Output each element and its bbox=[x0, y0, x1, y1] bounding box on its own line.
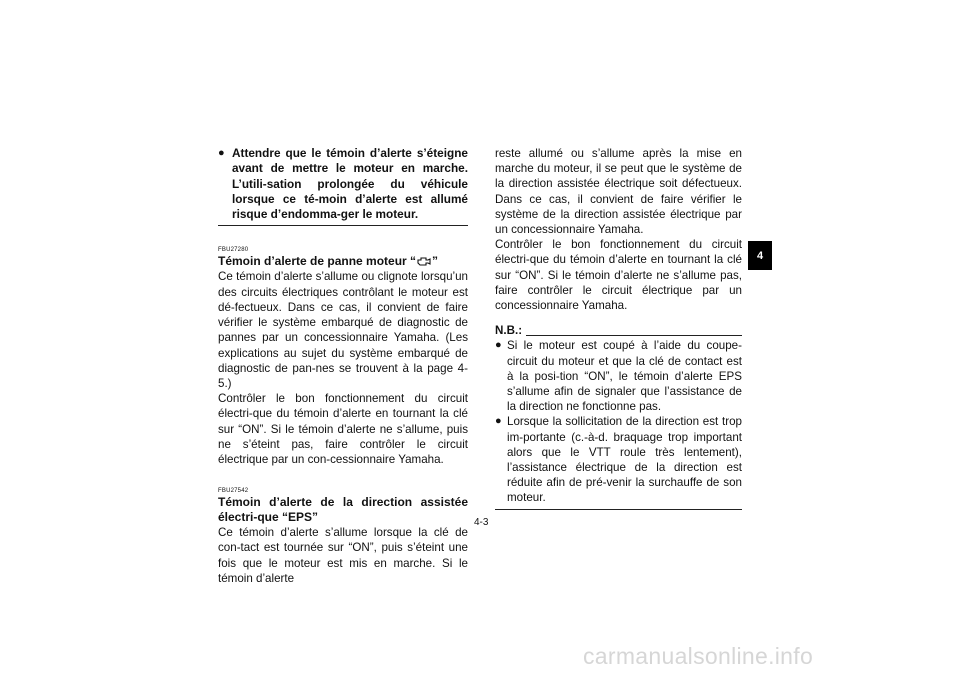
list-item-text: Si le moteur est coupé à l’aide du coupe-circuit du moteur et que la clé de contact est à la posi-tion “ON”, le témoin d’alerte EPS s’allume afin de signaler que l’assistance de la direction ne fonctionne pas. bbox=[507, 339, 742, 414]
section-heading-engine bbox=[218, 254, 468, 269]
divider bbox=[218, 225, 468, 226]
warning-text: Attendre que le témoin d’alerte s’éteigne avant de mettre le moteur en marche. L’utili-sation prolongée du véhicule lorsque ce té-moin d’alerte est allumé risque d’endomma-ger le moteur. bbox=[232, 146, 468, 222]
note-header bbox=[495, 323, 742, 338]
note-rule bbox=[526, 335, 742, 336]
warning-note bbox=[218, 146, 468, 222]
heading-text: Témoin d’alerte de panne moteur “ bbox=[218, 254, 417, 269]
bullet-icon: ● bbox=[495, 339, 502, 352]
section-code: FBU27542 bbox=[218, 488, 249, 495]
paragraph: Contrôler le bon fonctionnement du circuit électri-que du témoin d’alerte en tournant la clé sur “ON”. Si le témoin d’alerte ne s’allume pas, faire contrôler le circuit électrique par un concessionnaire Yamaha. bbox=[495, 238, 742, 313]
paragraph: reste allumé ou s’allume après la mise en marche du moteur, il se peut que le système de la direction assistée électrique soit défectueux. Dans ce cas, il convient de faire vérifier le système de la direction assistée électrique par un concessionnaire Yamaha. bbox=[495, 147, 742, 237]
chapter-tab: 4 bbox=[748, 241, 772, 270]
section-code: FBU27280 bbox=[218, 247, 249, 254]
list-item bbox=[495, 414, 742, 505]
note-label: N.B.: bbox=[495, 324, 523, 338]
engine-icon bbox=[416, 255, 432, 265]
right-column bbox=[495, 146, 742, 510]
heading-text-end: ” bbox=[432, 254, 439, 269]
bullet-icon: ● bbox=[218, 147, 225, 159]
list-item-text: Lorsque la sollicitation de la direction est trop im-portante (c.-à-d. braquage trop important alors que le VTT roule très lentement), l’assistance électrique de la direction est réduite afin de pré-venir la surchauffe de son moteur. bbox=[507, 415, 742, 505]
divider bbox=[495, 509, 742, 510]
paragraph: Ce témoin d’alerte s’allume lorsque la clé de con-tact est tournée sur “ON”, puis s’éteint une fois que le moteur est mis en marche. Si le témoin d’alerte bbox=[218, 526, 468, 585]
paragraph: Contrôler le bon fonctionnement du circuit électri-que du témoin d’alerte en tournant la clé sur “ON”. Si le témoin d’alerte ne s’allume, puis ne s’éteint pas, faire contrôler le circuit électrique par un con-cessionnaire Yamaha. bbox=[218, 392, 468, 466]
section-heading-eps: Témoin d’alerte de la direction assistée électri-que “EPS” bbox=[218, 495, 468, 525]
paragraph: Ce témoin d’alerte s’allume ou clignote lorsqu’un des circuits électriques contrôlant le moteur est dé-fectueux. Dans ce cas, il convient de faire vérifier le système embarqué de diagnostic de pannes par un concessionnaire Yamaha. (Les explications au sujet du système embarqué de diagnostic de pan-nes se trouvent à la page 4-5.) bbox=[218, 270, 468, 390]
bullet-icon: ● bbox=[495, 415, 502, 428]
page-number: 4-3 bbox=[474, 517, 489, 528]
watermark: carmanualsonline.info bbox=[583, 643, 814, 669]
left-column bbox=[218, 146, 468, 586]
list-item bbox=[495, 338, 742, 414]
